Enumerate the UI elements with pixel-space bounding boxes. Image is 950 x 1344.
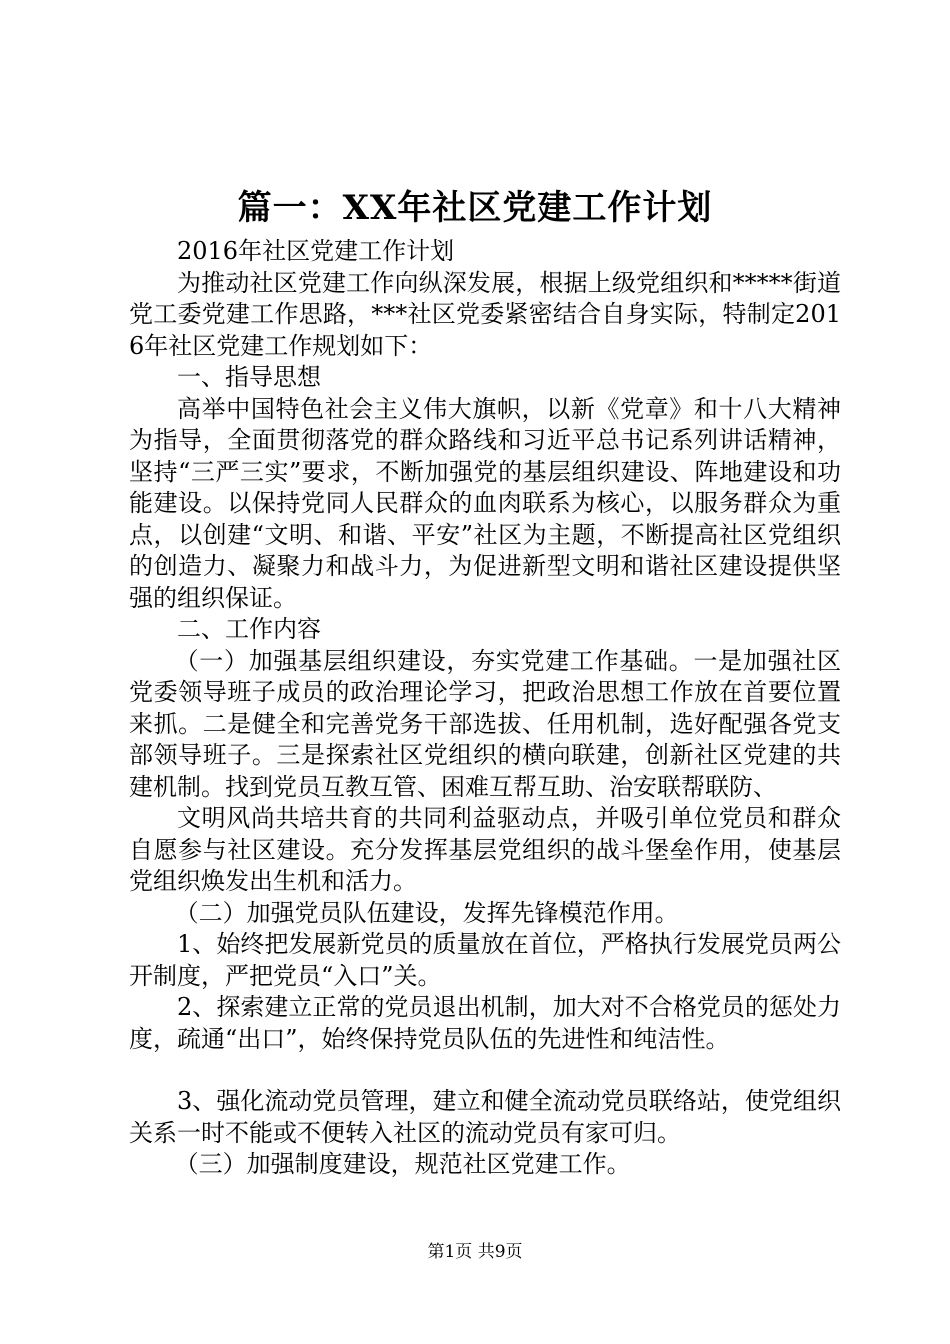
work-item-1-paragraph: （一）加强基层组织建设，夯实党建工作基础。一是加强社区党委领导班子成员的政治理论学习，把政治思想工作放在首要位置来抓。二是健全和完善党务干部选拔、任用机制，选好配强各党支部领导班子。三是探索社区党组织的横向联建，创新社区党建的共建机制。找到党员互教互管、困难互帮互助、治安联帮联防、 (129, 646, 841, 801)
section-heading-work-content: 二、工作内容 (177, 615, 321, 643)
paragraph-spacer (129, 1055, 841, 1086)
section-heading-guiding-thought: 一、指导思想 (177, 363, 321, 391)
work-item-1-continued-paragraph: 文明风尚共培共育的共同利益驱动点，并吸引单位党员和群众自愿参与社区建设。充分发挥基层党组织的战斗堡垒作用，使基层党组织焕发出生机和活力。 (129, 804, 841, 895)
work-item-2-point-2: 2、探索建立正常的党员退出机制，加大对不合格党员的惩处力度，疏通“出口”，始终保持党员队伍的先进性和纯洁性。 (129, 993, 841, 1053)
work-item-2-point-3: 3、强化流动党员管理，建立和健全流动党员联络站，使党组织关系一时不能或不便转入社区的流动党员有家可归。 (129, 1087, 841, 1147)
page-footer: 第1页 共9页 (427, 1242, 523, 1262)
work-item-2-heading: （二）加强党员队伍建设，发挥先锋模范作用。 (174, 898, 679, 927)
intro-paragraph: 为推动社区党建工作向纵深发展，根据上级党组织和*****街道党工委党建工作思路，***社区党委紧密结合自身实际，特制定2016年社区党建工作规划如下： (129, 268, 841, 360)
work-item-3-heading: （三）加强制度建设，规范社区党建工作。 (174, 1150, 631, 1178)
document-body (129, 236, 841, 1181)
document-title: 篇一：XX年社区党建工作计划 (237, 188, 713, 228)
work-item-2-point-1: 1、始终把发展新党员的质量放在首位，严格执行发展党员两公开制度，严把党员“入口”关。 (129, 930, 841, 990)
guiding-thought-paragraph: 高举中国特色社会主义伟大旗帜，以新《党章》和十八大精神为指导，全面贯彻落党的群众路线和习近平总书记系列讲话精神，坚持“三严三实”要求，不断加强党的基层组织建设、阵地建设和功能建设。以保持党同人民群众的血肉联系为核心，以服务群众为重点，以创建“文明、和谐、平安”社区为主题，不断提高社区党组织的创造力、凝聚力和战斗力，为促进新型文明和谐社区建设提供坚强的组织保证。 (129, 394, 841, 612)
subtitle-paragraph: 2016年社区党建工作计划 (177, 237, 455, 265)
